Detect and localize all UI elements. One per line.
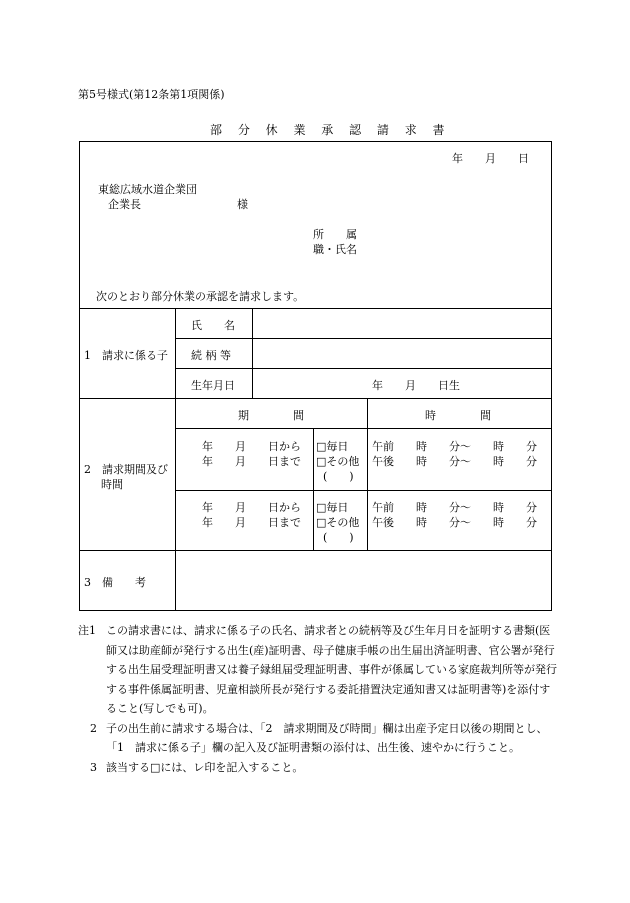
remarks-field[interactable] [178,553,550,608]
period-from: 年 月 日から [202,440,301,453]
recipient-honorific: 様 [237,198,248,211]
note-2-number: 2 [90,721,97,735]
other-checkbox[interactable]: □その他 [316,455,360,468]
period-from: 年 月 日から [202,501,301,514]
pm-time: 午後 時 分～ 時 分 [372,516,537,529]
request-text: 次のとおり部分休業の承認を請求します。 [96,290,305,303]
note-1 [78,621,558,719]
note-3-text: 該当する□には、レ印を記入すること。 [106,760,304,774]
table-border-right [551,141,552,611]
recipient-org: 東総広域水道企業団 [98,183,197,196]
am-time: 午前 時 分～ 時 分 [372,501,537,514]
divider-name-row [176,338,552,339]
table-border-top [79,141,552,142]
other-detail: ( ) [323,531,354,544]
table-border-left [79,141,80,611]
note-1-text: この請求書には、請求に係る子の氏名、請求者との続柄等及び生年月日を証明する書類(医師又は助産師が発行する出生(産)証明書、母子健康手帳の出生届出済証明書、官公署が発行する出生届受理証明書又は養子縁組届受理証明書、事件が係属している家庭裁判所等が発行する事件係属証明書、児童相談所長が発行する委託措置決定通知書又は証明書等)を添付すること(写しでも可)。 [106,624,557,715]
notes [78,621,558,777]
section3-label: 3 備 考 [84,576,146,589]
table-border-bottom [79,610,552,611]
birth-date-label: 生年月日 [191,379,235,392]
divider-header [79,308,552,309]
date-line: 年 月 日 [452,152,529,165]
affiliation-label: 所 属 [313,228,357,241]
relation-field[interactable] [254,341,550,367]
note-3-number: 3 [90,760,97,774]
recipient-title: 企業長 [108,198,141,211]
am-time: 午前 時 分～ 時 分 [372,440,537,453]
daily-checkbox[interactable]: □毎日 [316,440,349,453]
form-title: 部 分 休 業 承 認 請 求 書 [210,123,451,137]
divider-period-row [176,490,552,491]
child-name-field[interactable] [254,311,550,337]
section2-label: 2 請求期間及び [84,463,168,476]
other-detail: ( ) [323,470,354,483]
time-header: 時 間 [425,409,491,422]
birth-date-value: 年 月 日生 [372,379,460,392]
divider-label-column [175,308,176,610]
child-name-label: 氏 名 [191,319,235,332]
section2-label-cont: 時間 [101,478,123,491]
period-header: 期 間 [238,409,304,422]
form-number: 第5号様式(第12条第1項関係) [78,88,225,101]
name-label: 職・氏名 [313,243,357,256]
divider-period-time [367,398,368,550]
daily-checkbox[interactable]: □毎日 [316,501,349,514]
note-2 [78,719,558,758]
divider-date-frequency [313,428,314,550]
divider-period-header [176,428,552,429]
period-to: 年 月 日まで [202,455,301,468]
divider-relation-row [176,368,552,369]
other-checkbox[interactable]: □その他 [316,516,360,529]
period-to: 年 月 日まで [202,516,301,529]
divider-section1-value [252,308,253,398]
note-3 [78,758,558,778]
note-2-text: 子の出生前に請求する場合は、「2 請求期間及び時間」欄は出産予定日以後の期間とし、「1 請求に係る子」欄の記入及び証明書類の添付は、出生後、速やかに行うこと。 [106,721,548,754]
divider-section2 [79,550,552,551]
divider-section1 [79,398,552,399]
pm-time: 午後 時 分～ 時 分 [372,455,537,468]
section1-label: 1 請求に係る子 [84,349,168,362]
relation-label: 続 柄 等 [191,349,231,362]
note-1-number: 注1 [78,624,96,637]
